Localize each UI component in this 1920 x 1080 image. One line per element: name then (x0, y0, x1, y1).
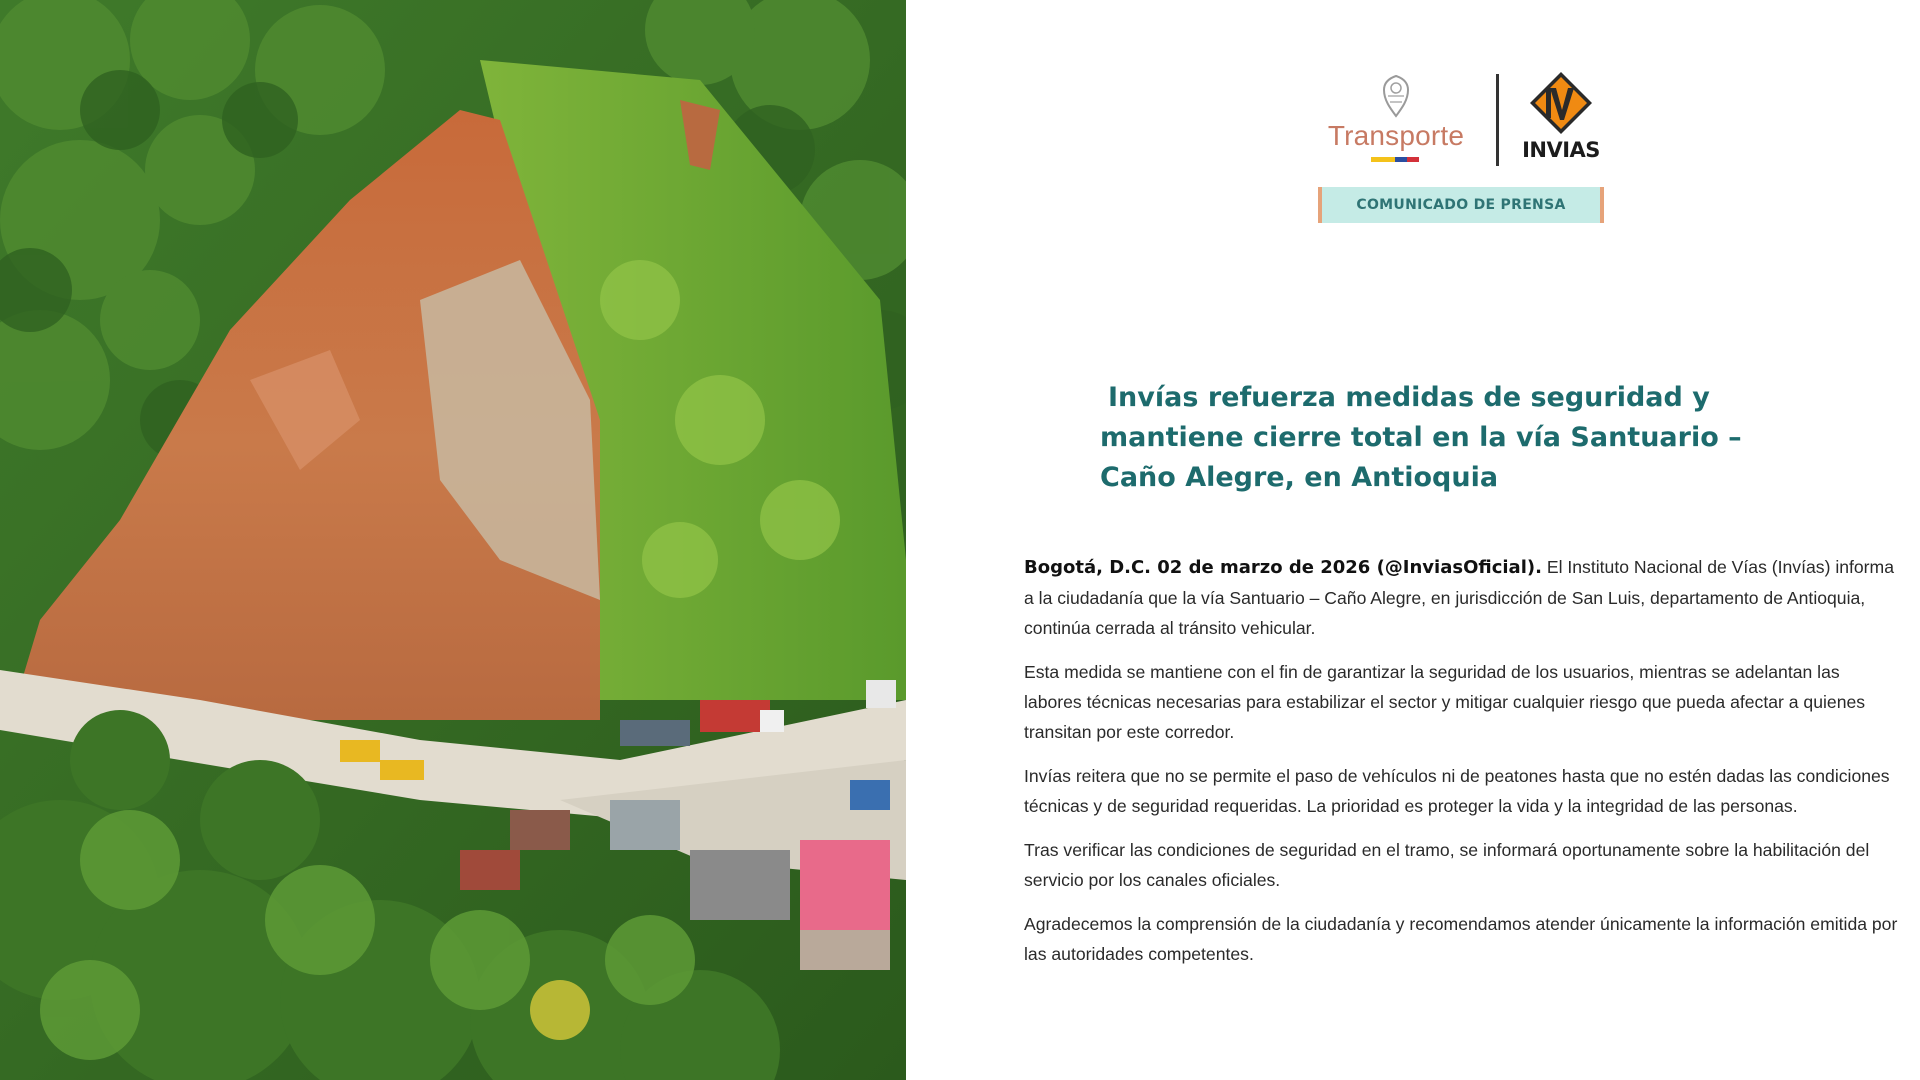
transporte-logo (1316, 68, 1476, 168)
paragraph-3: Invías reitera que no se permite el paso de vehículos ni de peatones hasta que no estén dadas las condiciones técnicas y de seguridad requeridas. La prioridad es proteger la vida y la integridad de las personas. (1024, 766, 1890, 816)
invias-logo (1514, 70, 1604, 168)
paragraph-5: Agradecemos la comprensión de la ciudadanía y recomendamos atender únicamente la información emitida por las autoridades competentes. (1024, 914, 1898, 964)
transporte-wordmark: Transporte (1327, 120, 1465, 151)
logo-divider (1496, 74, 1499, 166)
dateline: Bogotá, D.C. 02 de marzo de 2026 (@InviasOficial). (1024, 557, 1542, 578)
logo-header (1316, 68, 1606, 168)
landslide-aerial-photo (0, 0, 906, 1080)
paragraph-4: Tras verificar las condiciones de seguridad en el tramo, se informará oportunamente sobre la habilitación del servicio por los canales oficiales. (1024, 840, 1870, 890)
paragraph-1-text: El Instituto Nacional de Vías (Invías) informa a la ciudadanía que la vía Santuario – Caño Alegre, en jurisdicción de San Luis, departamento de Antioquia, continúa cerrada al tránsito vehicular. (1024, 557, 1894, 638)
colombia-flag-bar (1371, 157, 1419, 162)
paragraph-1 (1024, 552, 1900, 643)
coat-of-arms-icon (1376, 72, 1416, 120)
headline-line-3: Caño Alegre, en Antioquia (1100, 462, 1499, 493)
headline-line-1: Invías refuerza medidas de seguridad y (1108, 382, 1710, 413)
press-release-banner: COMUNICADO DE PRENSA (1318, 187, 1604, 223)
headline-line-2: mantiene cierre total en la vía Santuario – (1100, 422, 1742, 453)
invias-diamond-icon (1528, 70, 1594, 136)
paragraph-2: Esta medida se mantiene con el fin de garantizar la seguridad de los usuarios, mientras se adelantan las labores técnicas necesarias para estabilizar el sector y mitigar cualquier riesgo que pueda afectar a quienes transitan por este corredor. (1024, 662, 1866, 742)
headline (1100, 378, 1840, 498)
invias-wordmark: INVIAS (1522, 138, 1600, 162)
press-release-document (906, 0, 1920, 1080)
body-text (1024, 552, 1900, 983)
